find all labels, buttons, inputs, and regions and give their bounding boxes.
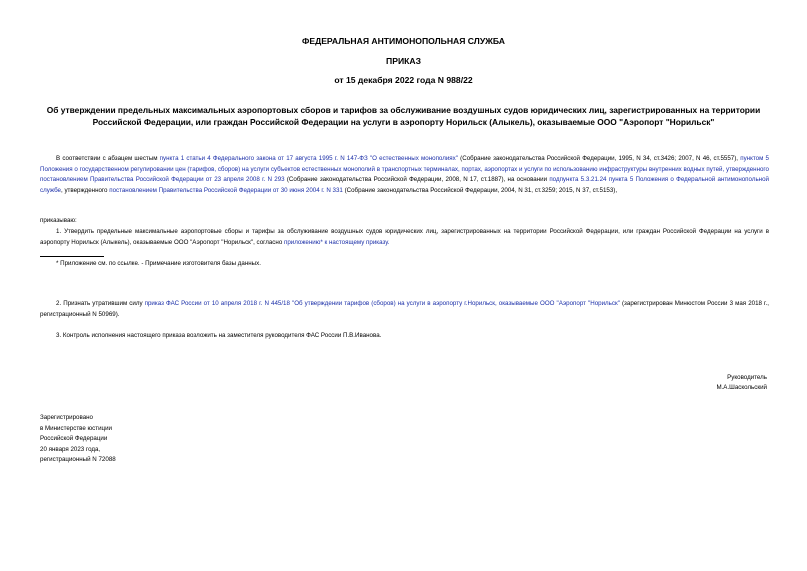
document-date-number: от 15 декабря 2022 года N 988/22 [334,75,473,85]
preamble-text: (Собрание законодательства Российской Федерации, 2008, N 17, ст.1887), на основании [284,176,550,184]
preamble-paragraph [40,154,769,196]
appendix-link[interactable]: приложению [283,238,321,246]
registration-number: регистрационный N 72088 [40,456,116,463]
footnote-separator [40,256,104,257]
item-1-text: 1. Утвердить предельные максимальные аэропортовые сборы и тарифы за обслуживание воздушных судов юридических лиц, зарегистрированных на территории Российской Федерации, или граждан Российской Федерации на услуги в аэропорту Норильск (Алыкель), оказываемые ООО "Аэропорт "Норильск", согласно [40,228,769,246]
item-2-paragraph [40,299,769,320]
law-link[interactable]: пункта 1 статьи 4 Федерального закона от 17 августа 1995 г. N 147-ФЗ "О естественных монополиях" [159,155,458,162]
agency-name: ФЕДЕРАЛЬНАЯ АНТИМОНОПОЛЬНАЯ СЛУЖБА [302,36,505,46]
regulation-link[interactable]: пунктом 5 Положения о государственном регулировании цен (тарифов, сборов) на услуги субъектов естественных монополий в транспортных терминалах, портах, аэропортах и услуги по использованию инфраструктуры внутренних водных путей, утвержденного постановлением Правительства Российской Федерации от 23 апреля 2008 г. N 293 [40,155,769,184]
item-2-tail: (зарегистрирован Минюстом России 3 мая 2018 г., регистрационный N 50969). [40,300,769,318]
signature-position: Руководитель [727,374,767,381]
item-3-paragraph: 3. Контроль исполнения настоящего приказа возложить на заместителя руководителя ФАС России П.В.Иванова. [56,332,382,339]
registration-line: Зарегистрировано [40,414,93,421]
fas-provision-link[interactable]: подпункта 5.3.21.24 пункта 5 Положения о Федеральной антимонопольной службе [40,176,769,194]
registration-line: в Министерстве юстиции [40,425,113,432]
order-word: приказываю: [40,217,77,224]
registration-date: 20 января 2023 года, [40,446,101,453]
preamble-text: (Собрание законодательства Российской Федерации, 1995, N 34, ст.3426; 2007, N 46, ст.5557), [457,155,741,162]
signature-name: М.А.Шаскольский [716,384,767,391]
preamble-text: В соответствии с абзацем шестым [56,155,160,162]
item-2-text: 2. Признать утратившим силу [56,300,145,307]
repealed-order-link[interactable]: приказ ФАС России от 10 апреля 2018 г. N 445/18 "Об утверждении тарифов (сборов) на услуги в аэропорту г.Норильск, оказываемые ООО "Аэропорт "Норильск" [144,300,620,307]
government-decree-link[interactable]: постановлением Правительства Российской Федерации от 30 июня 2004 г. N 331 [109,186,343,194]
preamble-text: (Собрание законодательства Российской Федерации, 2004, N 31, ст.3259; 2015, N 37, ст.5153), [342,186,618,194]
document-type: ПРИКАЗ [386,56,421,66]
footnote: * Приложение см. по ссылке. - Примечание изготовителя базы данных. [56,260,261,267]
registration-line: Российской Федерации [40,435,108,442]
item-1-paragraph [40,227,769,248]
document-title: Об утверждении предельных максимальных аэропортовых сборов и тарифов за обслуживание воздушных судов юридических лиц, зарегистрированных на территории Российской Федерации, или граждан Российской Федерации на услуги в аэропорту Норильск (Алыкель), оказываемые ООО "Аэропорт "Норильск" [46,105,761,127]
preamble-text: , утвержденного [61,186,110,194]
item-1-tail: * к настоящему приказу. [320,238,390,246]
